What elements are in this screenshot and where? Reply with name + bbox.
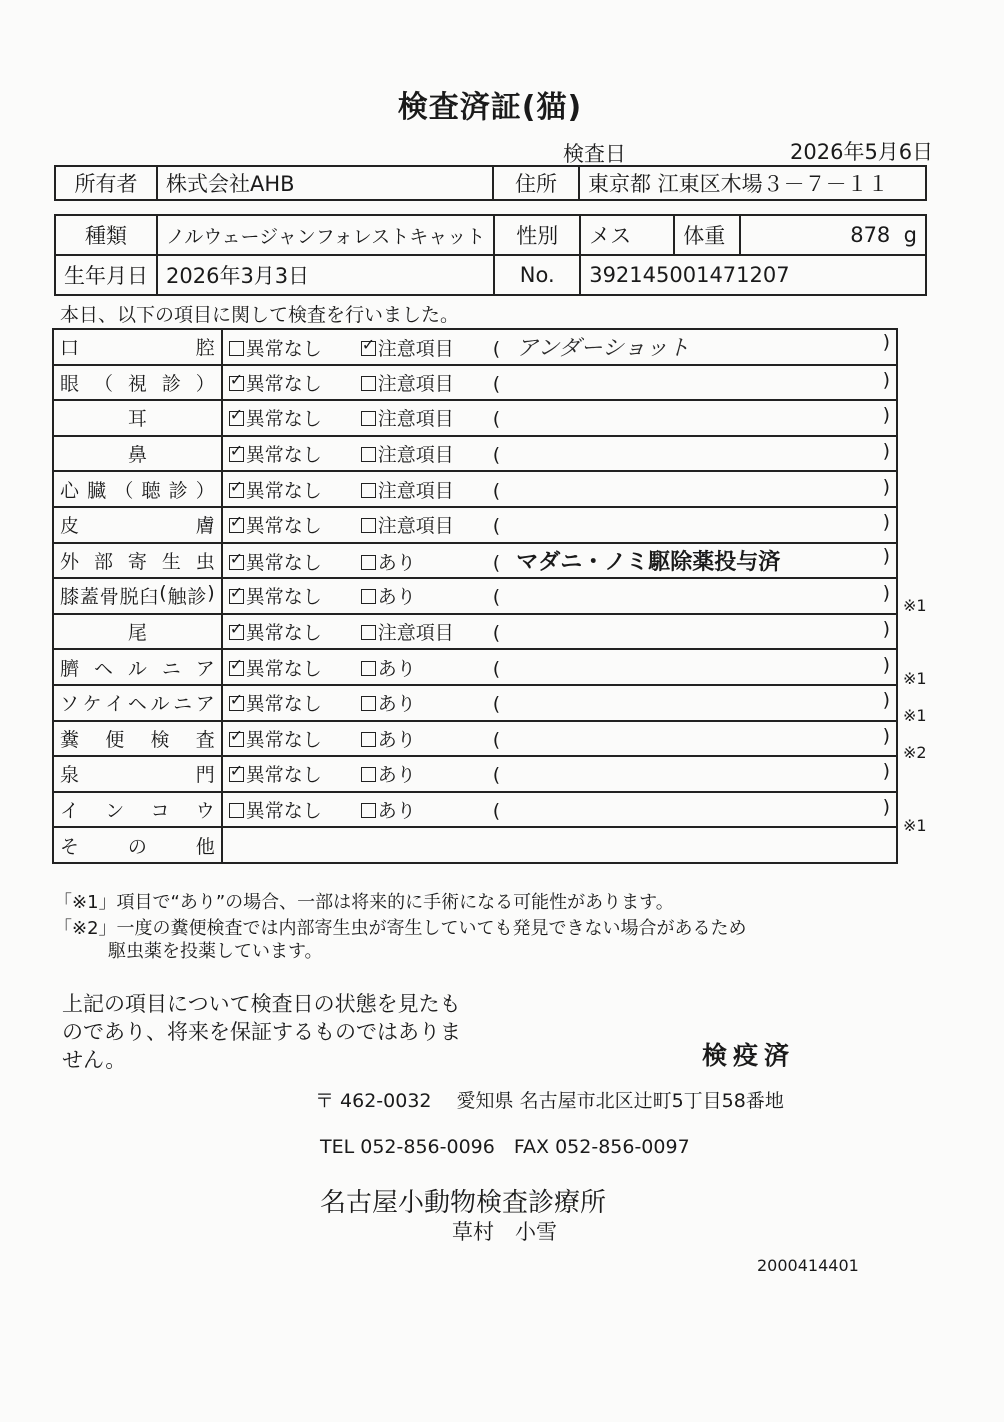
inspection-row: [53, 329, 897, 365]
option-caution[interactable]: [361, 476, 493, 503]
item-name-cell: [53, 756, 222, 792]
paren-close: ): [882, 331, 890, 354]
option-normal[interactable]: [229, 511, 361, 538]
option-caution[interactable]: [361, 689, 493, 716]
option-normal-label: 異常なし: [245, 622, 322, 645]
option-normal-label: 異常なし: [245, 657, 322, 680]
item-name-cell: [53, 507, 222, 543]
inspection-row: [53, 792, 897, 828]
item-options-cell: [222, 649, 897, 685]
item-options-cell: [222, 578, 897, 614]
paren-open: (: [492, 586, 501, 609]
inspection-row: [53, 721, 897, 757]
inspection-date: 2026年5月6日: [790, 140, 934, 164]
pet-table: [54, 214, 927, 296]
item-options-cell: [222, 756, 897, 792]
item-note: アンダーショット: [516, 336, 690, 362]
item-options-cell: [222, 792, 897, 828]
checkbox-icon[interactable]: [229, 518, 244, 533]
address-label: 住所: [493, 166, 579, 200]
inspection-row: [53, 756, 897, 792]
birth-label: 生年月日: [55, 255, 157, 295]
option-normal-label: 異常なし: [245, 728, 322, 751]
paren-open: (: [492, 693, 501, 716]
option-caution[interactable]: [361, 796, 493, 823]
paren-close: ): [882, 475, 890, 498]
footnote-mark: ※1: [903, 669, 927, 689]
document-title: 検査済証(猫): [397, 90, 583, 125]
option-caution[interactable]: [361, 548, 493, 575]
paren-open: (: [492, 338, 501, 361]
item-name: 泉 門: [60, 764, 215, 787]
inspection-date-label: 検査日: [563, 142, 626, 166]
paren-close: ): [882, 404, 890, 427]
footnote-2-line1: 「※2」一度の糞便検査では内部寄生虫が寄生していても発見できない場合があるため: [54, 918, 747, 939]
breed-value: ノルウェージャンフォレストキャット: [157, 215, 494, 255]
checkbox-icon[interactable]: [361, 732, 376, 747]
checkbox-icon[interactable]: [229, 661, 244, 676]
item-name-cell: [53, 792, 222, 828]
option-normal[interactable]: [229, 618, 361, 645]
footnote-mark: ※1: [903, 816, 927, 836]
option-caution-label: あり: [377, 586, 416, 609]
item-name: イ ン コ ウ: [60, 800, 215, 823]
inspection-table: [52, 328, 898, 864]
option-caution[interactable]: [361, 440, 493, 467]
owner-value: 株式会社AHB: [157, 166, 493, 200]
inspection-row: [53, 471, 897, 507]
checkbox-icon[interactable]: [361, 696, 376, 711]
checkbox-icon[interactable]: [229, 589, 244, 604]
paren-close: ): [882, 689, 890, 712]
option-caution-label: あり: [377, 764, 416, 787]
option-caution-label: あり: [377, 657, 416, 680]
paren-close: ): [882, 440, 890, 463]
option-caution[interactable]: [361, 725, 493, 752]
clinic-tel-fax: TEL 052-856-0096 FAX 052-856-0097: [320, 1136, 690, 1158]
footnote-mark: ※2: [903, 742, 927, 762]
item-options-cell: [222, 400, 897, 436]
inspection-row: [53, 543, 897, 579]
item-name: 眼 （ 視 診 ）: [60, 372, 215, 395]
inspection-row: [53, 365, 897, 401]
item-name: 鼻: [127, 444, 147, 467]
option-caution-label: 注意項目: [377, 479, 454, 502]
footnote-1: 「※1」項目で“あり”の場合、一部は将来的に手術になる可能性があります。: [54, 892, 674, 913]
paren-open: (: [492, 800, 501, 823]
inspection-row: [53, 507, 897, 543]
option-normal[interactable]: [229, 760, 361, 787]
document-number: 2000414401: [757, 1256, 859, 1275]
checkbox-icon[interactable]: [229, 732, 244, 747]
no-value: 392145001471207: [580, 255, 926, 295]
item-name: 口 腔: [60, 337, 215, 360]
paren-close: ): [882, 582, 890, 605]
item-name-cell: [53, 614, 222, 650]
clinic-name: 名古屋小動物検査診療所: [320, 1188, 607, 1218]
weight-cell: [740, 215, 926, 255]
closing-statement: 上記の項目について検査日の状態を見たものであり、将来を保証するものではありません。: [62, 992, 461, 1072]
option-normal-label: 異常なし: [245, 551, 322, 574]
item-options-cell: [222, 614, 897, 650]
option-caution-label: 注意項目: [377, 622, 454, 645]
option-caution-label: あり: [377, 551, 416, 574]
option-normal[interactable]: [229, 582, 361, 609]
option-normal-label: 異常なし: [245, 444, 322, 467]
item-name: 糞 便 検 査: [60, 728, 215, 751]
footnote-mark: ※1: [903, 595, 927, 615]
item-name: 皮 膚: [60, 515, 215, 538]
option-caution-label: 注意項目: [377, 408, 454, 431]
owner-table: [54, 165, 927, 201]
paren-open: (: [492, 657, 501, 680]
item-name-cell: [53, 329, 222, 365]
option-normal-label: 異常なし: [245, 479, 322, 502]
option-normal[interactable]: [229, 440, 361, 467]
intro-text: 本日、以下の項目に関して検査を行いました。: [60, 304, 460, 326]
checkbox-icon[interactable]: [361, 555, 376, 570]
item-name: 膝 蓋 骨 脱 臼 ( 触 診 ): [60, 582, 215, 609]
paren-close: ): [882, 511, 890, 534]
birth-value: 2026年3月3日: [157, 255, 494, 295]
sex-label: 性別: [494, 215, 580, 255]
item-name: 尾: [127, 622, 147, 645]
option-caution-label: 注意項目: [377, 515, 454, 538]
item-options-cell: [222, 543, 897, 579]
item-name-cell: [53, 471, 222, 507]
checkbox-icon[interactable]: [361, 483, 376, 498]
checkbox-icon[interactable]: [229, 555, 244, 570]
paren-close: ): [882, 653, 890, 676]
checkbox-icon[interactable]: [361, 447, 376, 462]
option-normal-label: 異常なし: [245, 586, 322, 609]
item-name: 外 部 寄 生 虫: [60, 550, 215, 573]
item-options-cell: [222, 721, 897, 757]
item-name-cell: [53, 721, 222, 757]
checkbox-icon[interactable]: [361, 625, 376, 640]
checkbox-icon[interactable]: [229, 447, 244, 462]
sex-value: メス: [580, 215, 674, 255]
item-name-cell: [53, 365, 222, 401]
paren-open: (: [492, 622, 501, 645]
checkbox-icon[interactable]: [229, 767, 244, 782]
paren-open: (: [492, 408, 501, 431]
item-options-cell: [222, 365, 897, 401]
option-caution-label: 注意項目: [377, 372, 454, 395]
footnote-mark: ※1: [903, 706, 927, 725]
paren-close: ): [882, 544, 890, 567]
option-normal[interactable]: [229, 796, 361, 823]
option-caution[interactable]: [361, 369, 493, 396]
weight-label: 体重: [674, 215, 740, 255]
inspection-row: [53, 400, 897, 436]
item-name: ソ ケ イ ヘ ル ニ ア: [60, 693, 215, 716]
option-normal[interactable]: [229, 404, 361, 431]
checkbox-icon[interactable]: [229, 625, 244, 640]
option-normal[interactable]: [229, 725, 361, 752]
inspection-row: [53, 614, 897, 650]
checkbox-icon[interactable]: [361, 411, 376, 426]
other-row: [53, 827, 897, 863]
paren-open: (: [492, 444, 501, 467]
option-caution-label: 注意項目: [377, 444, 454, 467]
clinic-address: 〒 462-0032 愛知県 名古屋市北区辻町5丁目58番地: [315, 1090, 784, 1112]
inspection-row: [53, 436, 897, 472]
checkbox-icon[interactable]: [229, 803, 244, 818]
paren-open: (: [492, 728, 501, 751]
item-options-cell: [222, 471, 897, 507]
checkbox-icon[interactable]: [361, 341, 376, 356]
item-note: マダニ・ノミ駆除薬投与済: [516, 549, 781, 575]
paren-close: ): [882, 618, 890, 641]
checkbox-icon[interactable]: [361, 661, 376, 676]
option-caution[interactable]: [361, 582, 493, 609]
checkbox-icon[interactable]: [229, 376, 244, 391]
other-label-cell: [53, 827, 222, 863]
option-caution-label: あり: [377, 800, 416, 823]
item-options-cell: [222, 685, 897, 721]
option-normal[interactable]: [229, 654, 361, 681]
checkbox-icon[interactable]: [361, 376, 376, 391]
checkbox-icon[interactable]: [361, 518, 376, 533]
other-value-cell: [222, 827, 897, 863]
option-normal[interactable]: [229, 334, 361, 361]
checkbox-icon[interactable]: [229, 411, 244, 426]
other-label: そ の 他: [60, 835, 215, 858]
item-name-cell: [53, 649, 222, 685]
option-normal-label: 異常なし: [245, 338, 322, 361]
option-caution[interactable]: [361, 511, 493, 538]
option-caution-label: 注意項目: [377, 338, 454, 361]
paren-open: (: [492, 479, 501, 502]
option-caution-label: あり: [377, 693, 416, 716]
option-caution[interactable]: [361, 618, 493, 645]
option-normal-label: 異常なし: [245, 408, 322, 431]
checkbox-icon[interactable]: [361, 767, 376, 782]
option-normal[interactable]: [229, 689, 361, 716]
inspection-row: [53, 578, 897, 614]
checkbox-icon[interactable]: [361, 803, 376, 818]
item-name: 耳: [127, 408, 147, 431]
option-caution[interactable]: [361, 334, 493, 361]
item-name-cell: [53, 400, 222, 436]
item-name-cell: [53, 543, 222, 579]
item-name-cell: [53, 578, 222, 614]
checkbox-icon[interactable]: [229, 341, 244, 356]
paren-close: ): [882, 368, 890, 391]
paren-close: ): [882, 760, 890, 783]
item-options-cell: [222, 507, 897, 543]
paren-open: (: [492, 764, 501, 787]
paren-open: (: [492, 551, 501, 574]
option-caution-label: あり: [377, 728, 416, 751]
address-value: 東京都 江東区木場３－７－１１: [579, 166, 926, 200]
option-normal-label: 異常なし: [245, 693, 322, 716]
option-normal-label: 異常なし: [245, 800, 322, 823]
weight-value: 878: [850, 223, 891, 247]
option-caution[interactable]: [361, 760, 493, 787]
option-caution[interactable]: [361, 404, 493, 431]
paren-open: (: [492, 515, 501, 538]
no-label: No.: [494, 255, 580, 295]
paren-open: (: [492, 372, 501, 395]
item-name: 心 臓 （ 聴 診 ）: [60, 479, 215, 502]
paren-close: ): [882, 724, 890, 747]
option-normal[interactable]: [229, 369, 361, 396]
item-options-cell: [222, 436, 897, 472]
weight-unit: g: [903, 223, 917, 247]
inspection-row: [53, 685, 897, 721]
item-name-cell: [53, 436, 222, 472]
option-normal-label: 異常なし: [245, 515, 322, 538]
item-name: 臍 ヘ ル ニ ア: [60, 657, 215, 680]
checkbox-icon[interactable]: [361, 589, 376, 604]
quarantine-stamp: 検疫済: [702, 1041, 796, 1070]
option-normal[interactable]: [229, 548, 361, 575]
paren-close: ): [882, 796, 890, 819]
checkbox-icon[interactable]: [229, 696, 244, 711]
option-normal-label: 異常なし: [245, 764, 322, 787]
item-name-cell: [53, 685, 222, 721]
checkbox-icon[interactable]: [229, 483, 244, 498]
item-options-cell: [222, 329, 897, 365]
option-caution[interactable]: [361, 654, 493, 681]
footnote-2-line2: 駆虫薬を投薬しています。: [108, 941, 323, 962]
inspection-row: [53, 649, 897, 685]
option-normal-label: 異常なし: [245, 372, 322, 395]
owner-label: 所有者: [55, 166, 157, 200]
option-normal[interactable]: [229, 476, 361, 503]
staff-name: 草村 小雪: [452, 1220, 557, 1244]
breed-label: 種類: [55, 215, 157, 255]
